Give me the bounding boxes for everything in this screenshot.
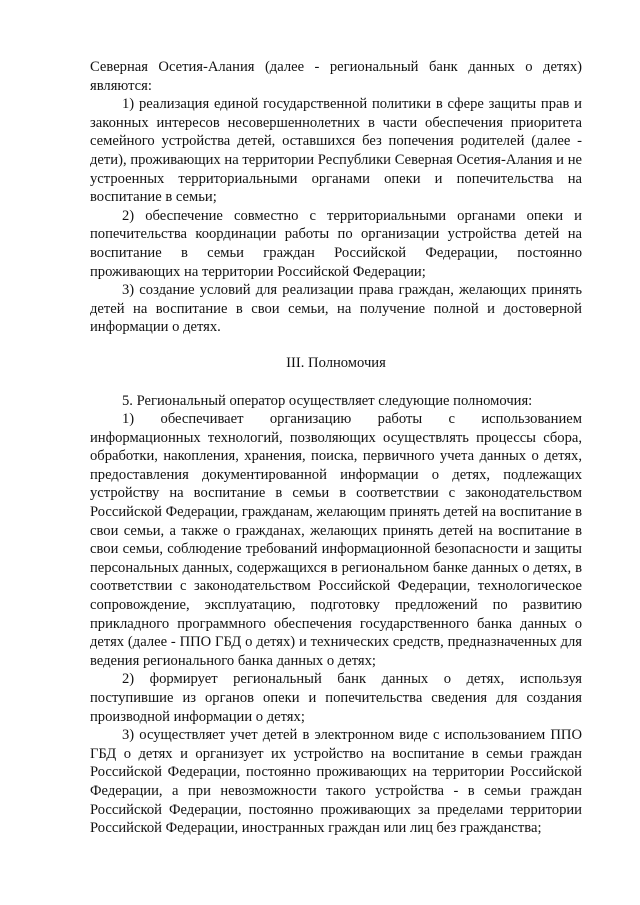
goal-paragraph-3: 3) создание условий для реализации права граждан, желающих принять детей на воспитание в свои семьи, на получение полной и достоверной информации о детях.	[90, 282, 582, 336]
goal-paragraph-2: 2) обеспечение совместно с территориальными органами опеки и попечительства координации работы по организации устройства детей на воспитание в семьи граждан Российской Федерации, постоянно проживающих на территории Российской Федерации;	[90, 207, 582, 280]
power-paragraph-1: 1) обеспечивает организацию работы с использованием информационных технологий, позволяющих осуществлять процессы сбора, обработки, накопления, хранения, поиска, первичного учета данных о детях, предоставления документированной информации о детях, подлежащих устройству на воспитание в семьи в соответствии с законодательством Российской Федерации, гражданам, желающим принять детей на воспитание в свои семьи, а также о гражданах, желающих принять детей на воспитание в свои семьи, соблюдение требований информационной безопасности и защиты персональных данных, содержащихся в региональном банке данных о детях, в соответствии с законодательством Российской Федерации, технологическое сопровождение, эксплуатацию, подготовку предложений по развитию прикладного программного обеспечения государственного банка данных о детях (далее - ППО ГБД о детях) и технических средств, предназначенных для ведения регионального банка данных о детях;	[90, 411, 582, 669]
power-paragraph-2: 2) формирует региональный банк данных о детях, используя поступившие из органов опеки и попечительства сведения для создания производной информации о детях;	[90, 671, 582, 725]
goal-paragraph-1: 1) реализация единой государственной политики в сфере защиты прав и законных интересов несовершеннолетних в части обеспечения приоритета семейного устройства детей, оставшихся без попечения родителей (далее - дети), проживающих на территории Республики Северная Осетия-Алания и не устроенных территориальными органами опеки и попечительства на воспитание в семьи;	[90, 96, 582, 206]
section-heading: III. Полномочия	[286, 354, 386, 371]
power-paragraph-3: 3) осуществляет учет детей в электронном виде с использованием ППО ГБД о детях и организует их устройство на воспитание в семьи граждан Российской Федерации, постоянно проживающих на территории Российской Федерации, а при невозможности такого устройства - в семьи граждан Российской Федерации, постоянно проживающих за пределами территории Российской Федерации, иностранных граждан или лиц без гражданства;	[90, 727, 582, 837]
clause-5-intro: 5. Региональный оператор осуществляет следующие полномочия:	[122, 392, 533, 409]
intro-paragraph: Северная Осетия-Алания (далее - региональный банк данных о детях) являются:	[90, 59, 582, 94]
document-body	[90, 58, 582, 838]
